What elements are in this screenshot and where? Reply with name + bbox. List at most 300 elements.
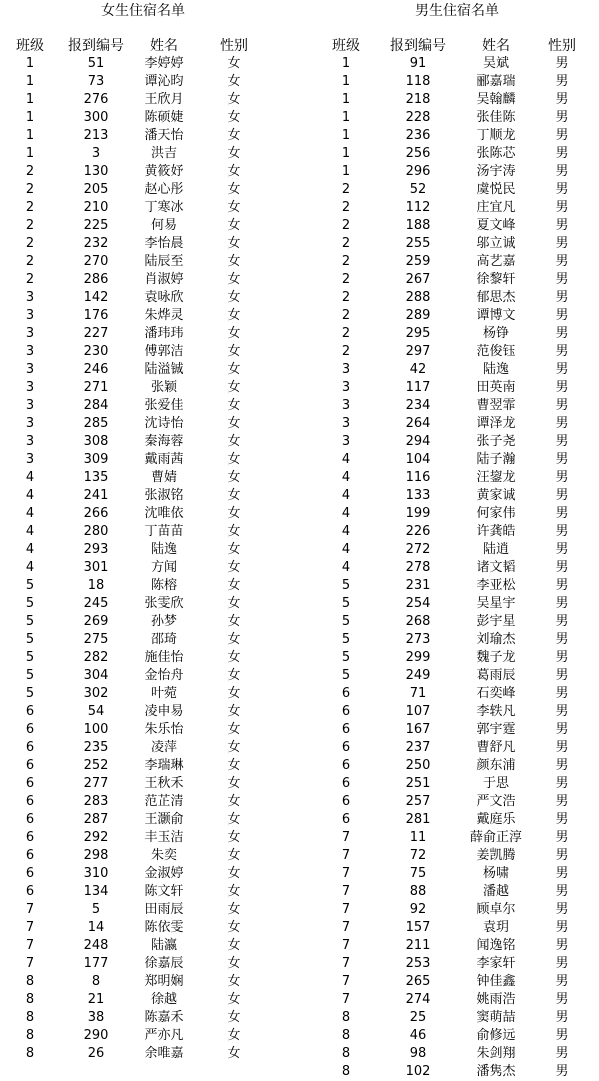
gender-cell: 男: [555, 182, 569, 197]
name-cell: 潘天怡: [144, 128, 184, 143]
registration-number-cell: 286: [83, 272, 109, 287]
name-cell: 张雯欣: [144, 596, 184, 611]
name-cell: 陈榕: [150, 578, 177, 593]
class-cell: 1: [341, 128, 351, 143]
registration-number-cell: 25: [409, 1010, 427, 1025]
table-row: [0, 415, 260, 433]
gender-cell: 女: [227, 794, 241, 809]
name-cell: 陈嘉禾: [144, 1010, 184, 1025]
gender-cell: 女: [227, 434, 241, 449]
name-cell: 严文浩: [476, 794, 516, 809]
class-cell: 5: [25, 578, 35, 593]
name-cell: 张爱佳: [144, 398, 184, 413]
header-registration-number: 报到编号: [390, 38, 446, 54]
table-row: [320, 811, 599, 829]
table-row: [0, 739, 260, 757]
gender-cell: 男: [555, 164, 569, 179]
table-row: [0, 199, 260, 217]
gender-cell: 女: [227, 614, 241, 629]
class-cell: 5: [25, 668, 35, 683]
gender-cell: 男: [555, 632, 569, 647]
class-cell: 5: [25, 632, 35, 647]
name-cell: 张佳陈: [476, 110, 516, 125]
table-row: [320, 217, 599, 235]
class-cell: 1: [25, 74, 35, 89]
table-row: [0, 379, 260, 397]
name-cell: 郑明娴: [144, 974, 184, 989]
name-cell: 彭宇星: [476, 614, 516, 629]
registration-number-cell: 298: [83, 848, 109, 863]
name-cell: 张子尧: [476, 434, 516, 449]
table-row: [320, 271, 599, 289]
table-row: [320, 901, 599, 919]
registration-number-cell: 199: [405, 506, 431, 521]
class-cell: 4: [25, 560, 35, 575]
class-cell: 5: [341, 668, 351, 683]
name-cell: 陆逍: [482, 542, 509, 557]
class-cell: 2: [25, 200, 35, 215]
name-cell: 汤宇涛: [476, 164, 516, 179]
header-name: 姓名: [150, 38, 178, 54]
name-cell: 黄筱妤: [144, 164, 184, 179]
gender-cell: 女: [227, 578, 241, 593]
name-cell: 谭沁昀: [144, 74, 184, 89]
registration-number-cell: 73: [87, 74, 105, 89]
gender-cell: 男: [555, 416, 569, 431]
name-cell: 陈依雯: [144, 920, 184, 935]
name-cell: 赵心彤: [144, 182, 184, 197]
registration-number-cell: 264: [405, 416, 431, 431]
class-cell: 6: [341, 758, 351, 773]
name-cell: 丁寒冰: [144, 200, 184, 215]
name-cell: 洪吉: [150, 146, 177, 161]
registration-number-cell: 295: [405, 326, 431, 341]
gender-cell: 女: [227, 992, 241, 1007]
class-cell: 4: [341, 542, 351, 557]
name-cell: 颜东浦: [476, 758, 516, 773]
table-row: [320, 1063, 599, 1081]
name-cell: 张颖: [150, 380, 177, 395]
registration-number-cell: 134: [83, 884, 109, 899]
table-row: [320, 505, 599, 523]
class-cell: 3: [341, 416, 351, 431]
name-cell: 傅郭洁: [144, 344, 184, 359]
class-cell: 5: [25, 614, 35, 629]
class-cell: 7: [341, 902, 351, 917]
table-row: [320, 829, 599, 847]
table-row: [320, 523, 599, 541]
gender-cell: 男: [555, 470, 569, 485]
table-row: [320, 703, 599, 721]
class-cell: 2: [341, 200, 351, 215]
registration-number-cell: 280: [83, 524, 109, 539]
name-cell: 王秋禾: [144, 776, 184, 791]
registration-number-cell: 135: [83, 470, 109, 485]
table-row: [0, 919, 260, 937]
registration-number-cell: 231: [405, 578, 431, 593]
header-registration-number: 报到编号: [68, 38, 124, 54]
table-row: [0, 433, 260, 451]
name-cell: 戴庭乐: [476, 812, 516, 827]
name-cell: 袁玥: [482, 920, 509, 935]
class-cell: 2: [341, 308, 351, 323]
name-cell: 潘玮玮: [144, 326, 184, 341]
class-cell: 7: [25, 920, 35, 935]
registration-number-cell: 107: [405, 704, 431, 719]
class-cell: 4: [341, 524, 351, 539]
table-row: [320, 397, 599, 415]
class-cell: 5: [25, 686, 35, 701]
registration-number-cell: 270: [83, 254, 109, 269]
class-cell: 2: [341, 182, 351, 197]
class-cell: 4: [341, 452, 351, 467]
class-cell: 1: [341, 56, 351, 71]
class-cell: 2: [25, 272, 35, 287]
table-row: [320, 649, 599, 667]
class-cell: 2: [341, 344, 351, 359]
registration-number-cell: 308: [83, 434, 109, 449]
name-cell: 朱奕: [150, 848, 177, 863]
name-cell: 谭博文: [476, 308, 516, 323]
name-cell: 姚雨浩: [476, 992, 516, 1007]
gender-cell: 男: [555, 920, 569, 935]
gender-cell: 男: [555, 776, 569, 791]
gender-cell: 女: [227, 164, 241, 179]
table-row: [320, 91, 599, 109]
class-cell: 7: [341, 866, 351, 881]
registration-number-cell: 228: [405, 110, 431, 125]
table-row: [0, 109, 260, 127]
class-cell: 7: [25, 956, 35, 971]
name-cell: 曹婧: [150, 470, 177, 485]
registration-number-cell: 284: [83, 398, 109, 413]
class-cell: 3: [25, 434, 35, 449]
gender-cell: 女: [227, 74, 241, 89]
class-cell: 2: [341, 218, 351, 233]
class-cell: 7: [341, 956, 351, 971]
registration-number-cell: 227: [83, 326, 109, 341]
gender-cell: 女: [227, 398, 241, 413]
registration-number-cell: 225: [83, 218, 109, 233]
gender-cell: 女: [227, 866, 241, 881]
class-cell: 3: [25, 344, 35, 359]
registration-number-cell: 290: [83, 1028, 109, 1043]
name-cell: 徐越: [150, 992, 177, 1007]
gender-cell: 男: [555, 848, 569, 863]
class-cell: 8: [25, 1046, 35, 1061]
registration-number-cell: 265: [405, 974, 431, 989]
gender-cell: 男: [555, 398, 569, 413]
class-cell: 4: [25, 506, 35, 521]
table-row: [320, 793, 599, 811]
registration-number-cell: 293: [83, 542, 109, 557]
gender-cell: 女: [227, 200, 241, 215]
registration-number-cell: 11: [409, 830, 427, 845]
table-row: [320, 379, 599, 397]
registration-number-cell: 205: [83, 182, 109, 197]
gender-cell: 男: [555, 722, 569, 737]
name-cell: 庄宜凡: [476, 200, 516, 215]
table-row: [0, 829, 260, 847]
gender-cell: 女: [227, 974, 241, 989]
name-cell: 金怡舟: [144, 668, 184, 683]
registration-number-cell: 26: [87, 1046, 105, 1061]
name-cell: 李家轩: [476, 956, 516, 971]
table-row: [320, 343, 599, 361]
gender-cell: 女: [227, 830, 241, 845]
gender-cell: 女: [227, 326, 241, 341]
registration-number-cell: 301: [83, 560, 109, 575]
table-row: [320, 433, 599, 451]
header-class: 班级: [16, 38, 44, 54]
table-row: [0, 667, 260, 685]
name-cell: 余唯嘉: [144, 1046, 184, 1061]
registration-number-cell: 253: [405, 956, 431, 971]
registration-number-cell: 226: [405, 524, 431, 539]
class-cell: 6: [25, 776, 35, 791]
gender-cell: 男: [555, 326, 569, 341]
gender-cell: 女: [227, 416, 241, 431]
name-cell: 沈诗怡: [144, 416, 184, 431]
class-cell: 8: [25, 1010, 35, 1025]
class-cell: 3: [25, 308, 35, 323]
name-cell: 朱剑翔: [476, 1046, 516, 1061]
registration-number-cell: 176: [83, 308, 109, 323]
class-cell: 2: [341, 272, 351, 287]
gender-cell: 女: [227, 722, 241, 737]
class-cell: 3: [25, 398, 35, 413]
registration-number-cell: 236: [405, 128, 431, 143]
class-cell: 1: [25, 128, 35, 143]
table-row: [0, 1045, 260, 1063]
class-cell: 5: [341, 578, 351, 593]
registration-number-cell: 71: [409, 686, 427, 701]
gender-cell: 女: [227, 596, 241, 611]
gender-cell: 男: [555, 614, 569, 629]
registration-number-cell: 269: [83, 614, 109, 629]
name-cell: 丰玉洁: [144, 830, 184, 845]
registration-number-cell: 104: [405, 452, 431, 467]
registration-number-cell: 42: [409, 362, 427, 377]
name-cell: 薛俞正淳: [469, 830, 522, 845]
gender-cell: 女: [227, 470, 241, 485]
name-cell: 严亦凡: [144, 1028, 184, 1043]
name-cell: 金淑婷: [144, 866, 184, 881]
gender-cell: 男: [555, 254, 569, 269]
gender-cell: 男: [555, 128, 569, 143]
gender-cell: 女: [227, 272, 241, 287]
gender-cell: 女: [227, 92, 241, 107]
registration-number-cell: 52: [409, 182, 427, 197]
gender-cell: 女: [227, 254, 241, 269]
name-cell: 陆溢铖: [144, 362, 184, 377]
table-row: [320, 73, 599, 91]
registration-number-cell: 278: [405, 560, 431, 575]
gender-cell: 女: [227, 938, 241, 953]
registration-number-cell: 271: [83, 380, 109, 395]
gender-cell: 男: [555, 884, 569, 899]
table-row: [0, 883, 260, 901]
gender-cell: 男: [555, 794, 569, 809]
table-row: [0, 865, 260, 883]
gender-cell: 女: [227, 506, 241, 521]
registration-number-cell: 257: [405, 794, 431, 809]
table-row: [0, 901, 260, 919]
gender-cell: 女: [227, 848, 241, 863]
gender-cell: 女: [227, 686, 241, 701]
table-row: [320, 667, 599, 685]
gender-cell: 男: [555, 902, 569, 917]
table-row: [0, 307, 260, 325]
gender-cell: 男: [555, 560, 569, 575]
registration-number-cell: 133: [405, 488, 431, 503]
gender-cell: 女: [227, 218, 241, 233]
class-cell: 6: [25, 704, 35, 719]
gender-cell: 女: [227, 956, 241, 971]
table-row: [0, 469, 260, 487]
name-cell: 许龚皓: [476, 524, 516, 539]
table-row: [0, 325, 260, 343]
registration-number-cell: 230: [83, 344, 109, 359]
name-cell: 李怡晨: [144, 236, 184, 251]
gender-cell: 男: [555, 524, 569, 539]
name-cell: 陈文轩: [144, 884, 184, 899]
registration-number-cell: 255: [405, 236, 431, 251]
class-cell: 6: [341, 776, 351, 791]
class-cell: 4: [341, 560, 351, 575]
gender-cell: 女: [227, 452, 241, 467]
gender-cell: 女: [227, 110, 241, 125]
name-cell: 何家伟: [476, 506, 516, 521]
table-row: [0, 235, 260, 253]
boys-table-body: [320, 55, 599, 1081]
registration-number-cell: 14: [87, 920, 105, 935]
registration-number-cell: 5: [91, 902, 101, 917]
table-row: [320, 325, 599, 343]
gender-cell: 男: [555, 56, 569, 71]
class-cell: 1: [25, 146, 35, 161]
table-row: [0, 451, 260, 469]
gender-cell: 男: [555, 938, 569, 953]
name-cell: 施佳怡: [144, 650, 184, 665]
table-row: [320, 469, 599, 487]
registration-number-cell: 245: [83, 596, 109, 611]
name-cell: 谭泽龙: [476, 416, 516, 431]
class-cell: 2: [25, 254, 35, 269]
table-row: [320, 253, 599, 271]
girls-table-body: [0, 55, 260, 1063]
class-cell: 7: [341, 974, 351, 989]
table-row: [320, 1045, 599, 1063]
registration-number-cell: 266: [83, 506, 109, 521]
gender-cell: 男: [555, 686, 569, 701]
table-row: [320, 541, 599, 559]
table-row: [0, 541, 260, 559]
table-row: [320, 919, 599, 937]
class-cell: 3: [25, 362, 35, 377]
name-cell: 陆逸: [150, 542, 177, 557]
class-cell: 2: [341, 236, 351, 251]
registration-number-cell: 213: [83, 128, 109, 143]
name-cell: 闻逸铭: [476, 938, 516, 953]
name-cell: 袁咏欣: [144, 290, 184, 305]
class-cell: 3: [25, 452, 35, 467]
table-row: [320, 721, 599, 739]
class-cell: 4: [341, 488, 351, 503]
registration-number-cell: 157: [405, 920, 431, 935]
class-cell: 2: [25, 164, 35, 179]
table-row: [0, 577, 260, 595]
table-row: [0, 595, 260, 613]
class-cell: 1: [341, 146, 351, 161]
table-row: [320, 757, 599, 775]
registration-number-cell: 211: [405, 938, 431, 953]
gender-cell: 男: [555, 668, 569, 683]
class-cell: 5: [341, 596, 351, 611]
name-cell: 田雨辰: [144, 902, 184, 917]
registration-number-cell: 268: [405, 614, 431, 629]
gender-cell: 男: [555, 758, 569, 773]
table-row: [0, 487, 260, 505]
table-row: [0, 505, 260, 523]
name-cell: 方闻: [150, 560, 177, 575]
table-row: [0, 775, 260, 793]
gender-cell: 女: [227, 884, 241, 899]
registration-number-cell: 21: [87, 992, 105, 1007]
gender-cell: 男: [555, 1064, 569, 1079]
class-cell: 7: [341, 938, 351, 953]
registration-number-cell: 232: [83, 236, 109, 251]
name-cell: 肖淑婷: [144, 272, 184, 287]
name-cell: 朱乐怡: [144, 722, 184, 737]
table-row: [320, 307, 599, 325]
name-cell: 沈唯依: [144, 506, 184, 521]
class-cell: 1: [341, 92, 351, 107]
table-row: [0, 1027, 260, 1045]
class-cell: 4: [341, 506, 351, 521]
name-cell: 吴斌: [482, 56, 509, 71]
table-row: [0, 559, 260, 577]
gender-cell: 女: [227, 740, 241, 755]
registration-number-cell: 72: [409, 848, 427, 863]
gender-cell: 男: [555, 308, 569, 323]
table-row: [0, 73, 260, 91]
table-row: [320, 883, 599, 901]
gender-cell: 男: [555, 272, 569, 287]
table-row: [0, 631, 260, 649]
class-cell: 3: [341, 398, 351, 413]
gender-cell: 女: [227, 758, 241, 773]
gender-cell: 女: [227, 290, 241, 305]
class-cell: 6: [25, 848, 35, 863]
gender-cell: 男: [555, 1028, 569, 1043]
name-cell: 陆子瀚: [476, 452, 516, 467]
table-row: [320, 109, 599, 127]
table-row: [320, 487, 599, 505]
table-row: [320, 361, 599, 379]
registration-number-cell: 297: [405, 344, 431, 359]
table-row: [0, 757, 260, 775]
registration-number-cell: 259: [405, 254, 431, 269]
class-cell: 6: [25, 884, 35, 899]
gender-cell: 男: [555, 506, 569, 521]
gender-cell: 男: [555, 812, 569, 827]
name-cell: 高艺嘉: [476, 254, 516, 269]
table-row: [0, 523, 260, 541]
girls-header-row: [0, 37, 260, 55]
registration-number-cell: 241: [83, 488, 109, 503]
class-cell: 6: [341, 704, 351, 719]
